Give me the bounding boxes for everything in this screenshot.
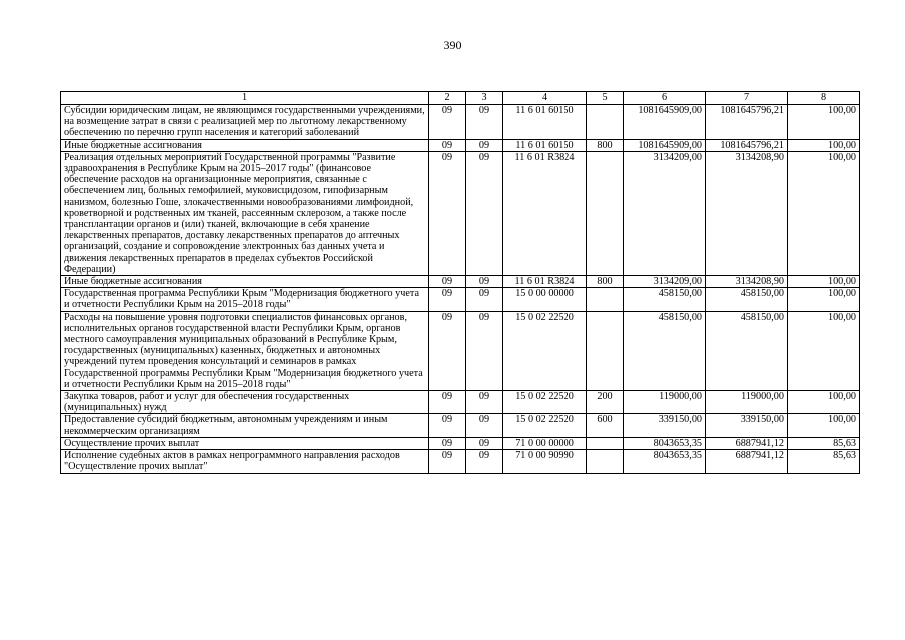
- row-percent: 100,00: [788, 276, 860, 288]
- row-expense-type: 800: [587, 276, 624, 288]
- row-target-code: 15 0 00 00000: [503, 288, 587, 311]
- row-subsection: 09: [466, 276, 503, 288]
- row-description: Предоставление субсидий бюджетным, автономным учреждениям и иным некоммерческим организациям: [61, 414, 429, 437]
- row-percent: 100,00: [788, 139, 860, 151]
- row-percent: 100,00: [788, 288, 860, 311]
- header-col-8: 8: [788, 92, 860, 105]
- row-description: Субсидии юридическим лицам, не являющимся государственными учреждениями, на возмещение затрат в связи с реализацией мер по льготному лекарственному обеспечению по перечню групп населения и категорий заболеваний: [61, 105, 429, 140]
- row-percent: 85,63: [788, 450, 860, 473]
- table-row: [61, 288, 860, 311]
- row-target-code: 11 6 01 R3824: [503, 276, 587, 288]
- table-row: [61, 311, 860, 390]
- row-subsection: 09: [466, 450, 503, 473]
- row-expense-type: 800: [587, 139, 624, 151]
- row-subsection: 09: [466, 139, 503, 151]
- row-executed: 458150,00: [706, 311, 788, 390]
- table-row: [61, 414, 860, 437]
- row-section: 09: [429, 450, 466, 473]
- row-expense-type: [587, 450, 624, 473]
- row-section: 09: [429, 288, 466, 311]
- row-percent: 100,00: [788, 414, 860, 437]
- header-col-7: 7: [706, 92, 788, 105]
- row-planned: 1081645909,00: [624, 105, 706, 140]
- row-subsection: 09: [466, 391, 503, 414]
- row-target-code: 11 6 01 60150: [503, 139, 587, 151]
- row-description: Государственная программа Республики Крым "Модернизация бюджетного учета и отчетности Республики Крым на 2015–2018 годы": [61, 288, 429, 311]
- row-executed: 3134208,90: [706, 276, 788, 288]
- page-number: 390: [443, 38, 462, 52]
- row-section: 09: [429, 151, 466, 275]
- row-section: 09: [429, 139, 466, 151]
- table-row: [61, 139, 860, 151]
- table-row: [61, 391, 860, 414]
- row-section: 09: [429, 105, 466, 140]
- row-subsection: 09: [466, 414, 503, 437]
- row-executed: 3134208,90: [706, 151, 788, 275]
- row-description: Исполнение судебных актов в рамках непрограммного направления расходов "Осуществление прочих выплат": [61, 450, 429, 473]
- row-executed: 1081645796,21: [706, 139, 788, 151]
- row-section: 09: [429, 391, 466, 414]
- table-row: [61, 450, 860, 473]
- row-planned: 8043653,35: [624, 450, 706, 473]
- row-executed: 6887941,12: [706, 450, 788, 473]
- row-executed: 339150,00: [706, 414, 788, 437]
- row-section: 09: [429, 414, 466, 437]
- table-header-row: [61, 92, 860, 105]
- row-expense-type: [587, 288, 624, 311]
- row-expense-type: [587, 311, 624, 390]
- row-subsection: 09: [466, 151, 503, 275]
- row-planned: 1081645909,00: [624, 139, 706, 151]
- row-planned: 3134209,00: [624, 151, 706, 275]
- row-subsection: 09: [466, 437, 503, 449]
- table-row: [61, 276, 860, 288]
- row-planned: 8043653,35: [624, 437, 706, 449]
- header-col-4: 4: [503, 92, 587, 105]
- row-description: Иные бюджетные ассигнования: [61, 276, 429, 288]
- row-planned: 458150,00: [624, 288, 706, 311]
- row-expense-type: [587, 105, 624, 140]
- row-target-code: 15 0 02 22520: [503, 414, 587, 437]
- row-target-code: 71 0 00 90990: [503, 450, 587, 473]
- row-executed: 458150,00: [706, 288, 788, 311]
- row-planned: 3134209,00: [624, 276, 706, 288]
- table-row: [61, 437, 860, 449]
- table-row: [61, 151, 860, 275]
- row-expense-type: [587, 437, 624, 449]
- row-description: Иные бюджетные ассигнования: [61, 139, 429, 151]
- row-description: Закупка товаров, работ и услуг для обеспечения государственных (муниципальных) нужд: [61, 391, 429, 414]
- row-percent: 85,63: [788, 437, 860, 449]
- row-description: Расходы на повышение уровня подготовки специалистов финансовых органов, исполнительных органов государственной власти Республики Крым, органов местного самоуправления муниципальных образований в Республике Крым, государственных (муниципальных) казенных, бюджетных и автономных учреждений путем проведения консультаций и семинаров в рамках Государственной программы Республики Крым "Модернизация бюджетного учета и отчетности Республики Крым на 2015–2018 годы": [61, 311, 429, 390]
- table-row: [61, 105, 860, 140]
- row-subsection: 09: [466, 288, 503, 311]
- header-col-3: 3: [466, 92, 503, 105]
- row-expense-type: 600: [587, 414, 624, 437]
- row-target-code: 11 6 01 R3824: [503, 151, 587, 275]
- row-percent: 100,00: [788, 391, 860, 414]
- row-planned: 339150,00: [624, 414, 706, 437]
- row-target-code: 15 0 02 22520: [503, 311, 587, 390]
- row-section: 09: [429, 437, 466, 449]
- row-target-code: 71 0 00 00000: [503, 437, 587, 449]
- row-percent: 100,00: [788, 105, 860, 140]
- row-percent: 100,00: [788, 151, 860, 275]
- row-description: Реализация отдельных мероприятий Государственной программы "Развитие здравоохранения в Республике Крым на 2015–2017 годы" (финансовое обеспечение расходов на организационные мероприятия, связанные с обеспечением лиц, больных гемофилией, муковисцидозом, гипофизарным нанизмом, болезнью Гоше, злокачественными новообразованиями лимфоидной, кроветворной и родственных им тканей, рассеянным склерозом, а также после трансплантации органов и (или) тканей, включающие в себя хранение лекарственных препаратов, доставку лекарственных препаратов до аптечных организаций, создание и сопровождение электронных баз данных учета и движения лекарственных препаратов в пределах субъектов Российской Федерации): [61, 151, 429, 275]
- header-col-1: 1: [61, 92, 429, 105]
- row-executed: 1081645796,21: [706, 105, 788, 140]
- row-planned: 119000,00: [624, 391, 706, 414]
- row-target-code: 15 0 02 22520: [503, 391, 587, 414]
- header-col-5: 5: [587, 92, 624, 105]
- header-col-6: 6: [624, 92, 706, 105]
- row-expense-type: [587, 151, 624, 275]
- header-col-2: 2: [429, 92, 466, 105]
- row-description: Осуществление прочих выплат: [61, 437, 429, 449]
- row-executed: 119000,00: [706, 391, 788, 414]
- row-target-code: 11 6 01 60150: [503, 105, 587, 140]
- row-subsection: 09: [466, 105, 503, 140]
- row-subsection: 09: [466, 311, 503, 390]
- row-section: 09: [429, 311, 466, 390]
- row-section: 09: [429, 276, 466, 288]
- row-executed: 6887941,12: [706, 437, 788, 449]
- budget-table: [60, 91, 860, 474]
- row-expense-type: 200: [587, 391, 624, 414]
- row-percent: 100,00: [788, 311, 860, 390]
- row-planned: 458150,00: [624, 311, 706, 390]
